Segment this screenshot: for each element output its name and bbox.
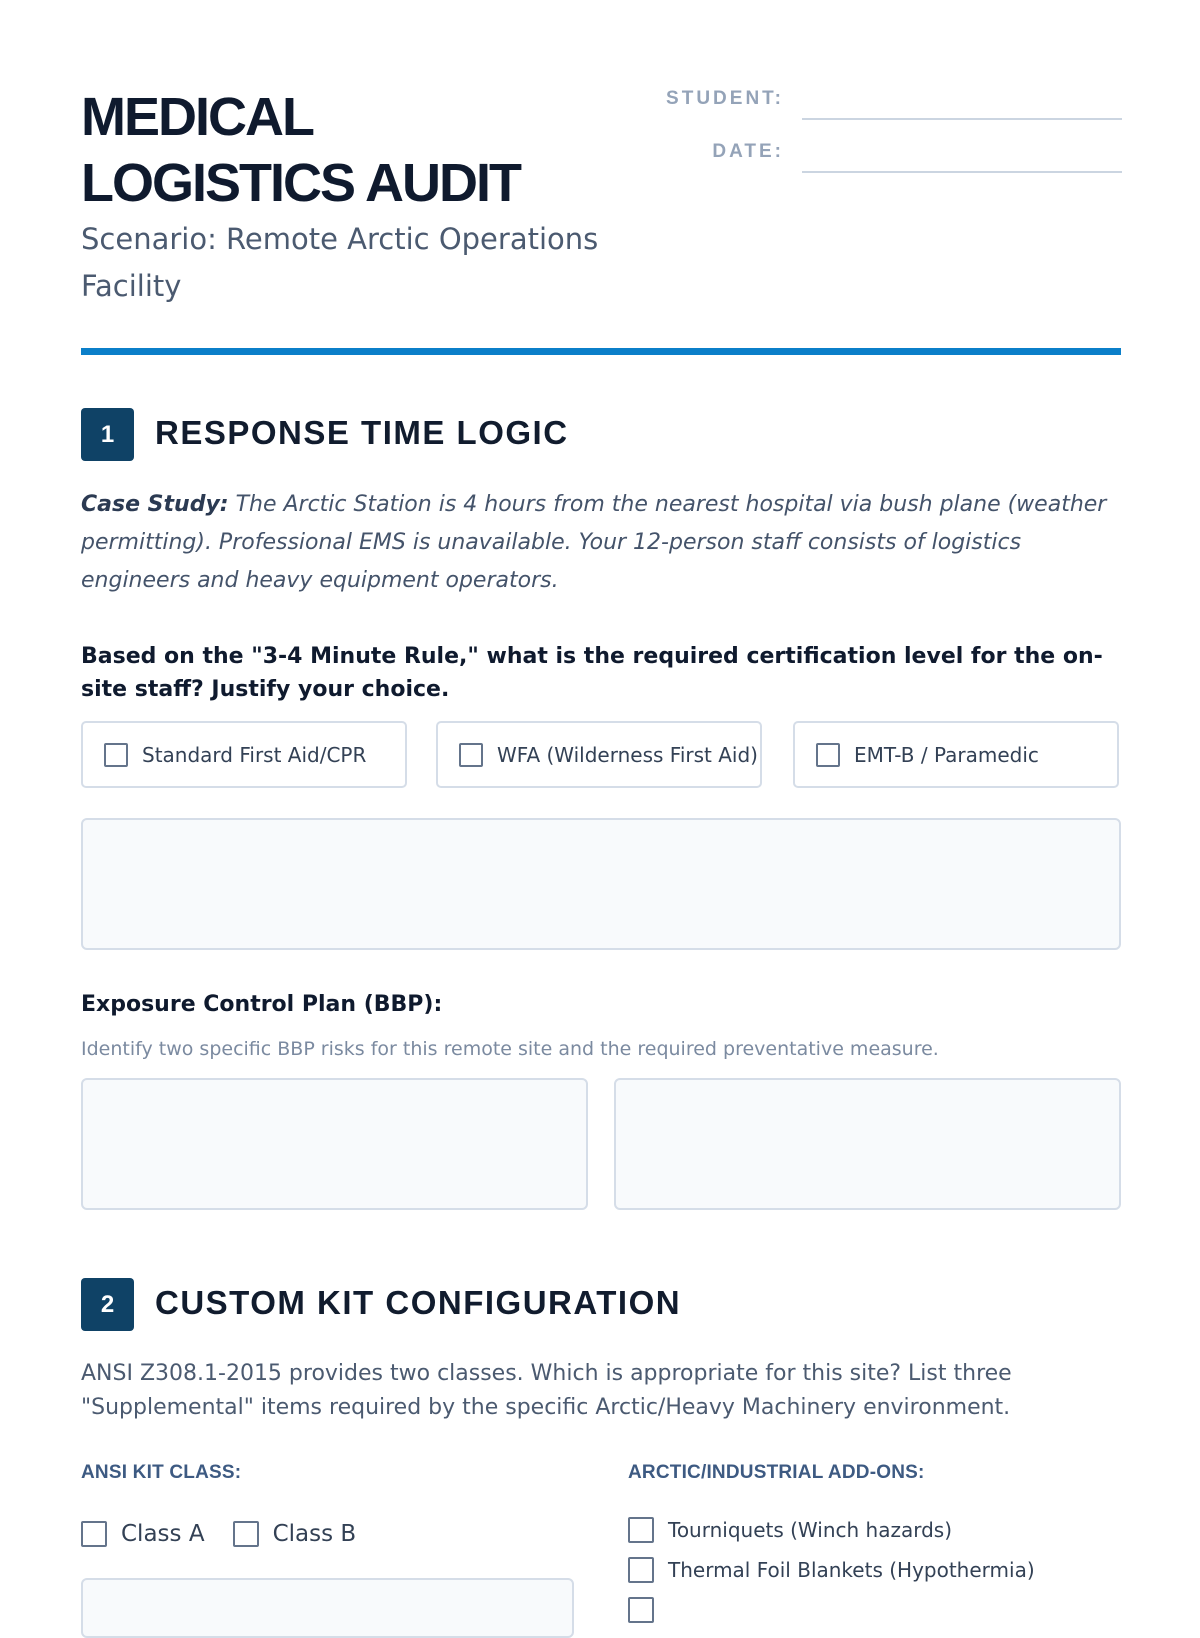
checkbox-icon[interactable] <box>628 1517 654 1543</box>
option-label: Class A <box>121 1521 205 1547</box>
bbp-instructions: Identify two specific BBP risks for this remote site and the required preventative measure. <box>81 1038 939 1060</box>
option-label: Class B <box>272 1521 357 1547</box>
section-2-badge: 2 <box>81 1278 134 1331</box>
checkbox-icon[interactable] <box>104 743 128 767</box>
case-study <box>81 486 1126 600</box>
option-emt-paramedic[interactable] <box>793 721 1119 788</box>
page-title <box>81 84 621 216</box>
title-line-2: LOGISTICS AUDIT <box>81 153 520 213</box>
page-subtitle: Scenario: Remote Arctic Operations Facility <box>81 222 599 303</box>
option-wfa[interactable] <box>436 721 762 788</box>
section-1-badge: 1 <box>81 408 134 461</box>
section-1-title: RESPONSE TIME LOGIC <box>155 414 569 451</box>
student-line[interactable] <box>802 118 1122 120</box>
kit-class-label: ANSI KIT CLASS: <box>81 1462 242 1483</box>
checkbox-icon[interactable] <box>459 743 483 767</box>
kit-intro: ANSI Z308.1-2015 provides two classes. Which is appropriate for this site? List three "Supplemental" items required by the specific Arctic/Heavy Machinery environment. <box>81 1361 1012 1420</box>
option-label: WFA (Wilderness First Aid) <box>497 742 758 767</box>
bbp-risk-2-box[interactable] <box>614 1078 1121 1210</box>
checkbox-icon[interactable] <box>81 1521 107 1547</box>
addon-label: Tourniquets (Winch hazards) <box>668 1518 953 1542</box>
bbp-risk-1-box[interactable] <box>81 1078 588 1210</box>
option-class-a[interactable] <box>81 1521 205 1547</box>
title-line-1: MEDICAL <box>81 87 313 147</box>
checkbox-icon[interactable] <box>816 743 840 767</box>
student-field <box>620 82 1120 122</box>
date-field <box>620 135 1120 175</box>
checkbox-icon[interactable] <box>628 1597 654 1623</box>
case-study-text: The Arctic Station is 4 hours from the nearest hospital via bush plane (weather permitting). Professional EMS is unavailable. Your 12-person staff consists of logistics engineers and heavy equipment operators. <box>81 492 1107 593</box>
case-study-label: Case Study: <box>81 492 229 517</box>
option-standard-first-aid[interactable] <box>81 721 407 788</box>
date-line[interactable] <box>802 171 1122 173</box>
bbp-title: Exposure Control Plan (BBP): <box>81 992 443 1017</box>
date-label: DATE: <box>712 141 784 162</box>
option-label: Standard First Aid/CPR <box>142 742 367 767</box>
checkbox-icon[interactable] <box>233 1521 259 1547</box>
header-divider <box>81 348 1121 355</box>
certification-question: Based on the "3-4 Minute Rule," what is the required certification level for the on-site staff? Justify your choice. <box>81 644 1103 702</box>
student-label: STUDENT: <box>666 88 784 109</box>
addon-item-3[interactable] <box>628 1597 668 1623</box>
section-2-title: CUSTOM KIT CONFIGURATION <box>155 1284 682 1321</box>
addon-label: Thermal Foil Blankets (Hypothermia) <box>668 1558 1035 1582</box>
checkbox-icon[interactable] <box>628 1557 654 1583</box>
kit-class-options <box>81 1521 384 1547</box>
addon-tourniquets[interactable] <box>628 1517 952 1543</box>
addons-label: ARCTIC/INDUSTRIAL ADD-ONS: <box>628 1462 925 1483</box>
kit-class-answer-box[interactable] <box>81 1578 574 1638</box>
justification-answer-box[interactable] <box>81 818 1121 950</box>
option-class-b[interactable] <box>233 1521 357 1547</box>
addon-thermal-blankets[interactable] <box>628 1557 1035 1583</box>
option-label: EMT-B / Paramedic <box>854 742 1039 767</box>
